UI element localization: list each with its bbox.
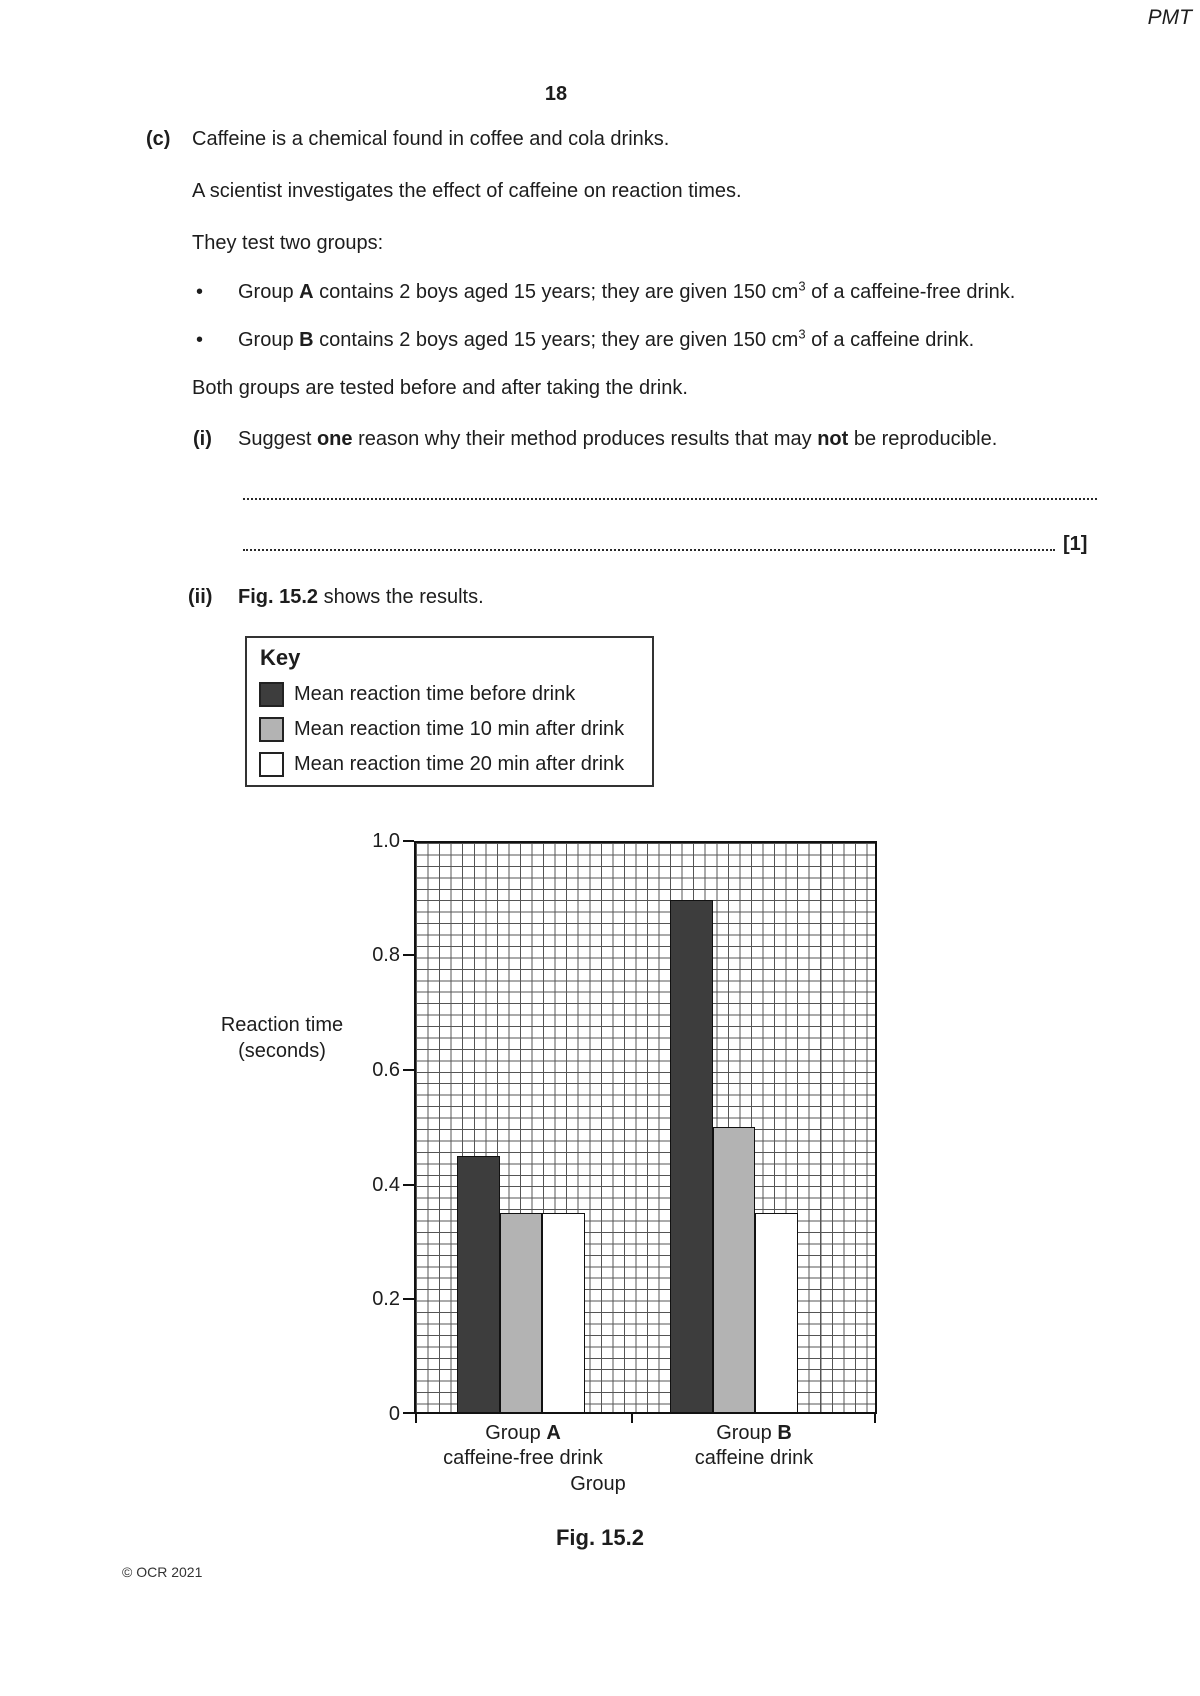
y-tick xyxy=(403,840,414,842)
y-tick xyxy=(403,1298,414,1300)
x-tick xyxy=(415,1414,417,1423)
figure-caption: Fig. 15.2 xyxy=(555,1525,645,1550)
copyright-footer: © OCR 2021 xyxy=(122,1564,203,1580)
bullet-b-pre: Group xyxy=(238,329,300,351)
y-tick-label: 0.4 xyxy=(372,1174,400,1196)
y-tick-label: 1.0 xyxy=(372,830,400,852)
bullet-b-mid: contains 2 boys aged 15 years; they are given 150 cm xyxy=(313,329,799,351)
category-b-bold: B xyxy=(777,1422,792,1444)
y-tick xyxy=(403,1412,414,1414)
part-c-line-3: They test two groups: xyxy=(192,232,384,254)
bar-series2-groupA xyxy=(500,1213,543,1412)
bullet-a-sup: 3 xyxy=(798,278,806,294)
part-i-pre: Suggest xyxy=(238,428,317,450)
legend-item xyxy=(259,717,624,742)
x-category-group-a xyxy=(423,1422,623,1445)
x-category-group-b-subtitle: caffeine drink xyxy=(694,1447,814,1469)
chart-plot xyxy=(414,841,877,1414)
y-tick xyxy=(403,1069,414,1071)
category-a-pre: Group xyxy=(485,1422,547,1444)
part-ii-label: (ii) xyxy=(188,586,213,608)
y-tick-label: 0.8 xyxy=(372,944,400,966)
part-i-question xyxy=(238,428,997,451)
bullet-b-bold: B xyxy=(299,329,314,351)
y-tick-label: 0.6 xyxy=(372,1059,400,1081)
legend-label: Mean reaction time before drink xyxy=(294,683,576,705)
bullet-a-pre: Group xyxy=(238,281,300,303)
chart-legend-box xyxy=(245,636,654,787)
bullet-group-b xyxy=(238,326,975,352)
y-tick xyxy=(403,954,414,956)
legend-label: Mean reaction time 20 min after drink xyxy=(294,753,625,775)
part-c-label: (c) xyxy=(146,128,171,150)
bullet-marker: • xyxy=(196,281,204,303)
part-ii-text xyxy=(238,586,484,609)
bullet-a-bold: A xyxy=(299,281,314,303)
legend-swatch-10min-after xyxy=(259,717,284,742)
bullet-b-sup: 3 xyxy=(798,326,806,342)
bullet-b-post: of a caffeine drink. xyxy=(805,329,975,351)
marks-badge: [1] xyxy=(1063,533,1088,555)
pmt-watermark: PMT xyxy=(1147,6,1192,29)
bullet-marker: • xyxy=(196,329,204,351)
bar-series1-groupA xyxy=(457,1156,500,1412)
page-number: 18 xyxy=(544,83,568,105)
y-tick-label: 0 xyxy=(388,1403,400,1425)
legend-item xyxy=(259,752,624,777)
bar-series3-groupA xyxy=(542,1213,585,1412)
part-i-mid: reason why their method produces results that may xyxy=(352,428,818,450)
bar-series2-groupB xyxy=(713,1127,756,1412)
bullet-a-mid: contains 2 boys aged 15 years; they are given 150 cm xyxy=(313,281,799,303)
legend-title: Key xyxy=(260,645,301,670)
legend-label: Mean reaction time 10 min after drink xyxy=(294,718,625,740)
x-tick xyxy=(631,1414,633,1423)
part-ii-fig-ref: Fig. 15.2 xyxy=(238,586,319,608)
x-category-group-b xyxy=(654,1422,854,1445)
part-i-bold-not: not xyxy=(817,428,849,450)
bullet-a-post: of a caffeine-free drink. xyxy=(805,281,1016,303)
legend-swatch-20min-after xyxy=(259,752,284,777)
x-axis-title: Group xyxy=(570,1473,626,1495)
answer-line xyxy=(243,484,1097,500)
part-i-bold-one: one xyxy=(316,428,353,450)
category-a-bold: A xyxy=(546,1422,561,1444)
bar-series1-groupB xyxy=(670,900,713,1412)
y-axis-title xyxy=(202,1012,362,1064)
part-ii-rest: shows the results. xyxy=(318,586,484,608)
part-i-label: (i) xyxy=(193,428,212,450)
part-c-line-4: Both groups are tested before and after taking the drink. xyxy=(192,377,688,399)
y-axis-title-line2: (seconds) xyxy=(238,1040,326,1062)
x-category-group-a-subtitle: caffeine-free drink xyxy=(443,1447,603,1469)
part-c-line-1: Caffeine is a chemical found in coffee and cola drinks. xyxy=(192,128,670,150)
answer-line xyxy=(243,535,1055,551)
bar-series3-groupB xyxy=(755,1213,798,1412)
legend-item xyxy=(259,682,575,707)
x-tick xyxy=(874,1414,876,1423)
part-c-line-2: A scientist investigates the effect of caffeine on reaction times. xyxy=(192,180,742,202)
y-tick-label: 0.2 xyxy=(372,1288,400,1310)
legend-swatch-before-drink xyxy=(259,682,284,707)
y-tick xyxy=(403,1184,414,1186)
y-axis-title-line1: Reaction time xyxy=(220,1014,344,1036)
bullet-group-a xyxy=(238,278,1016,304)
category-b-pre: Group xyxy=(716,1422,778,1444)
part-i-post: be reproducible. xyxy=(848,428,998,450)
